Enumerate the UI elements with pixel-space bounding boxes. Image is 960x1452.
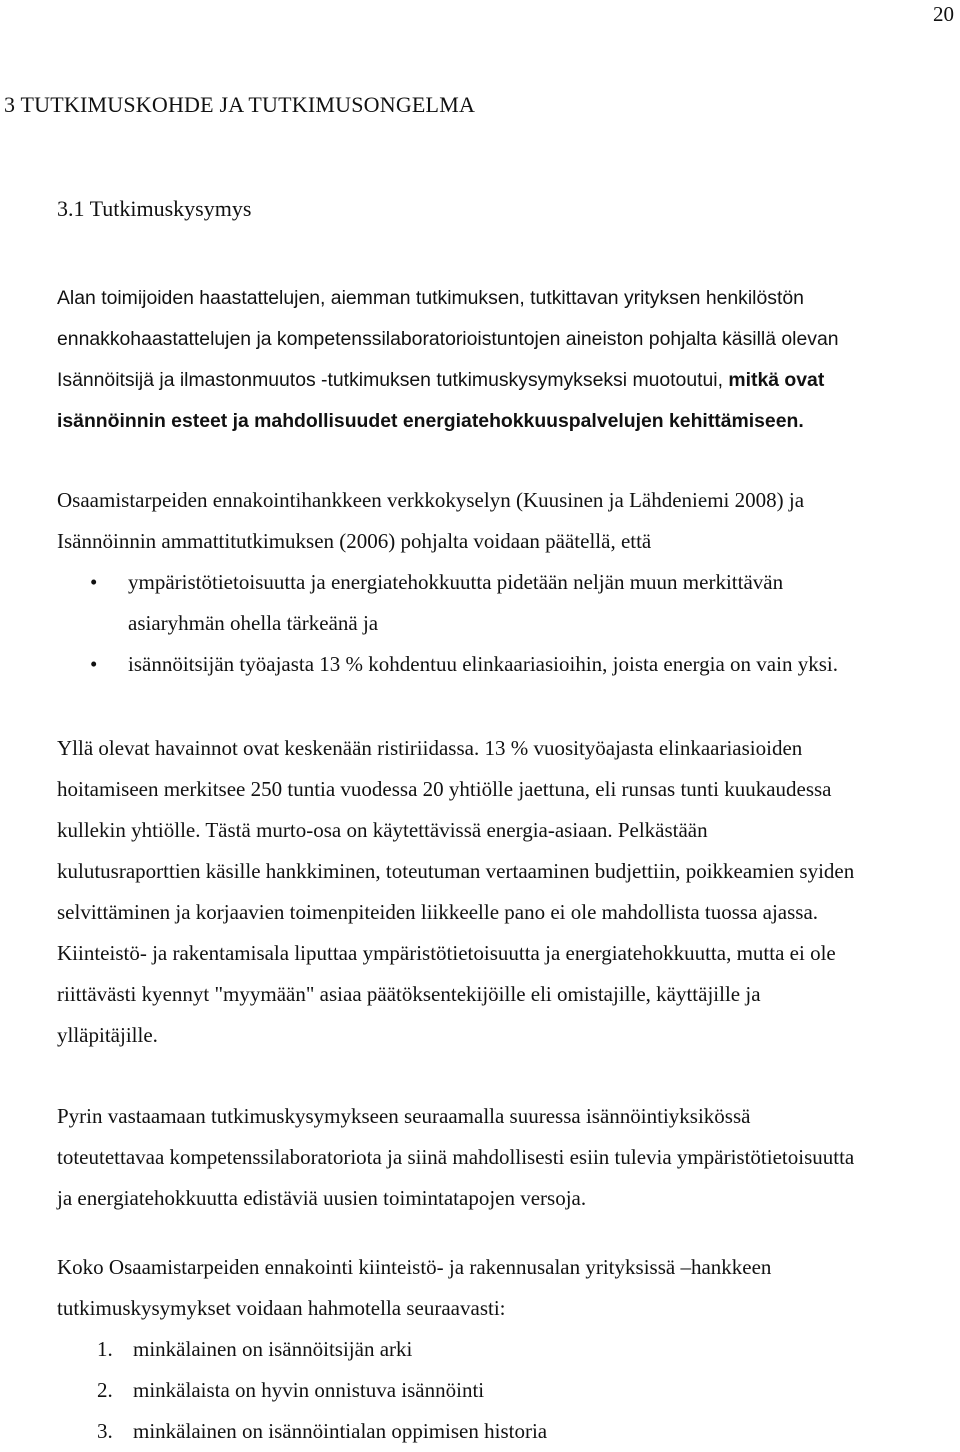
research-question-lead: Isännöitsijä ja ilmastonmuutos -tutkimuksen tutkimuskysymykseksi muotoutui, (57, 369, 729, 391)
bullet-item (57, 644, 957, 685)
text-line: ja energiatehokkuutta edistäviä uusien toimintatapojen versoja. (57, 1186, 587, 1210)
text-line: Isännöinnin ammattitutkimuksen (2006) pohjalta voidaan päätellä, että (57, 529, 652, 553)
analysis-paragraph (57, 728, 957, 1056)
text-line: toteutettavaa kompetenssilaboratoriota ja siinä mahdollisesti esiin tulevia ympäristötietoisuutta (57, 1145, 855, 1169)
text-line: Pyrin vastaamaan tutkimuskysymykseen seuraamalla suuressa isännöintiyksikössä (57, 1104, 751, 1128)
text-line: riittävästi kyennyt "myymään" asiaa päätöksentekijöille eli omistajille, käyttäjille ja (57, 982, 761, 1006)
list-item-text: minkälainen on isännöintialan oppimisen historia (133, 1419, 548, 1443)
list-item-text: minkälainen on isännöitsijän arki (133, 1337, 413, 1361)
text-line: Koko Osaamistarpeiden ennakointi kiinteistö- ja rakennusalan yrityksissä –hankkeen (57, 1255, 772, 1279)
method-paragraph (57, 1096, 957, 1219)
text-line: Kiinteistö- ja rakentamisala liputtaa ympäristötietoisuutta ja energiatehokkuutta, mutta ei ole (57, 941, 836, 965)
text-line: Yllä olevat havainnot ovat keskenään ristiriidassa. 13 % vuosityöajasta elinkaariasioiden (57, 736, 803, 760)
page-number: 20 (933, 2, 954, 26)
text-line: isännöitsijän työajasta 13 % kohdentuu elinkaariasioihin, joista energia on vain yksi. (128, 652, 838, 676)
list-item-text: minkälaista on hyvin onnistuva isännöinti (133, 1378, 485, 1402)
bullet-item (57, 562, 957, 644)
text-line: hoitamiseen merkitsee 250 tuntia vuodessa 20 yhtiölle jaettuna, eli runsas tunti kuukaudessa (57, 777, 832, 801)
text-line: selvittäminen ja korjaavien toimenpiteiden liikkeelle pano ei ole mahdollista tuossa ajassa. (57, 900, 819, 924)
list-number: 1. (97, 1337, 113, 1361)
text-line: ennakkohaastattelujen ja kompetenssilaboratorioistuntojen aineiston pohjalta käsillä olevan (57, 328, 839, 350)
text-line: kulutusraporttien käsille hankkiminen, toteutuman vertaaminen budjettiin, poikkeamien syiden (57, 859, 855, 883)
text-line: tutkimuskysymykset voidaan hahmotella seuraavasti: (57, 1296, 506, 1320)
text-line: ympäristötietoisuutta ja energiatehokkuutta pidetään neljän muun merkittävän (128, 570, 784, 594)
intro-paragraph (57, 278, 957, 442)
numbered-list-item (57, 1370, 957, 1411)
bullet-marker: • (90, 570, 98, 594)
list-number: 3. (97, 1419, 113, 1443)
list-number: 2. (97, 1378, 113, 1402)
text-line: ylläpitäjille. (57, 1023, 158, 1047)
text-line: Alan toimijoiden haastattelujen, aiemman tutkimuksen, tutkittavan yrityksen henkilöstön (57, 287, 804, 309)
findings-paragraph (57, 480, 957, 562)
bullet-marker: • (90, 652, 98, 676)
numbered-list-item (57, 1329, 957, 1370)
text-line: Osaamistarpeiden ennakointihankkeen verkkokyselyn (Kuusinen ja Lähdeniemi 2008) ja (57, 488, 805, 512)
text-line (57, 360, 957, 401)
text-line: asiaryhmän ohella tärkeänä ja (128, 611, 379, 635)
chapter-title: 3 TUTKIMUSKOHDE JA TUTKIMUSONGELMA (4, 92, 476, 117)
findings-bullet-list (57, 562, 957, 685)
research-questions-list (57, 1329, 957, 1452)
research-question-emphasis: mitkä ovat (728, 369, 825, 391)
section-title: 3.1 Tutkimuskysymys (57, 196, 252, 221)
project-paragraph (57, 1247, 957, 1329)
text-line: kullekin yhtiölle. Tästä murto-osa on käytettävissä energia-asiaan. Pelkästään (57, 818, 708, 842)
research-question-emphasis: isännöinnin esteet ja mahdollisuudet energiatehokkuuspalvelujen kehittämiseen. (57, 410, 804, 432)
